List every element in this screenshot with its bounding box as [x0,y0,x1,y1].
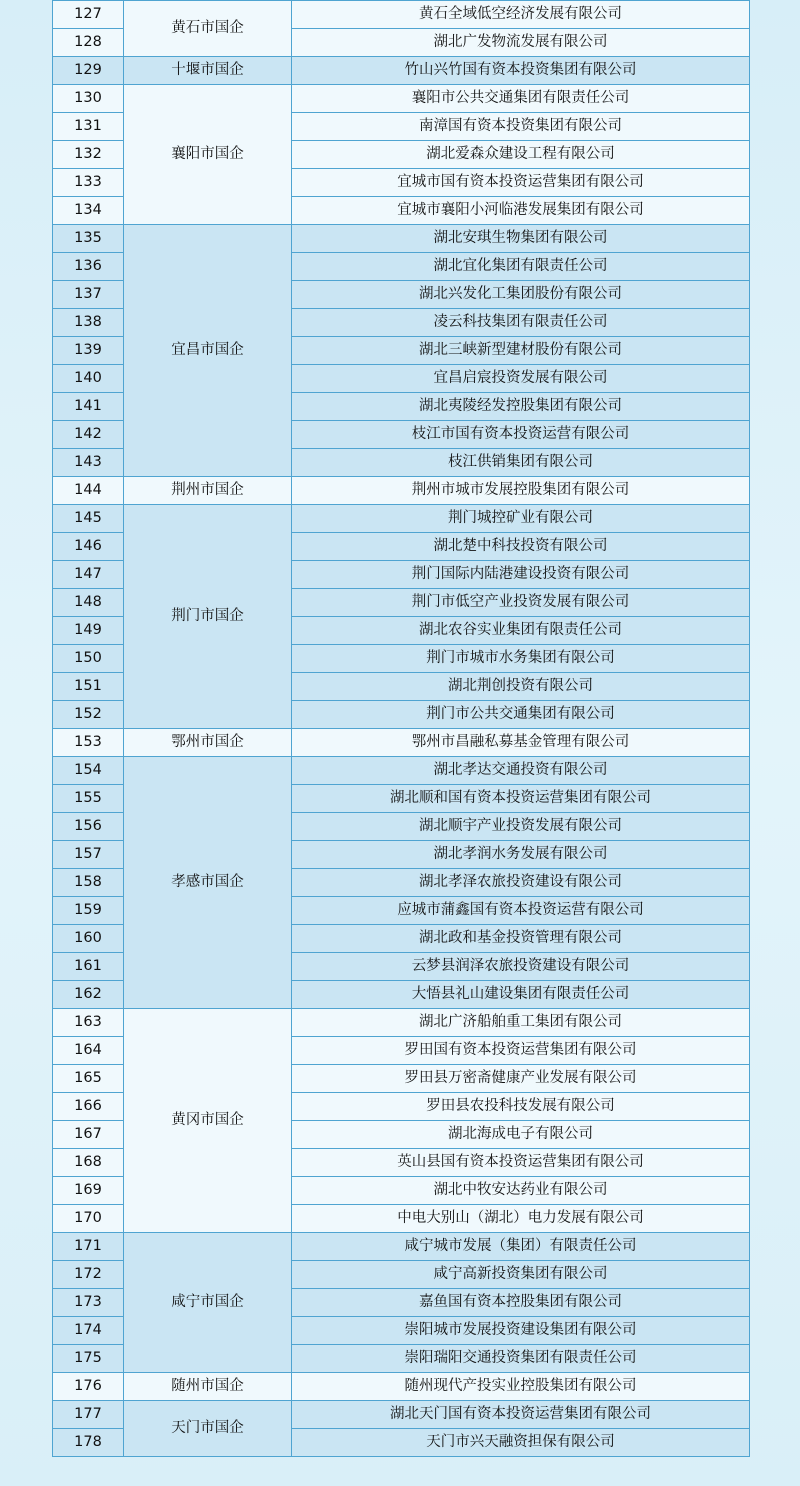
row-number: 150 [53,645,124,673]
company-name: 湖北安琪生物集团有限公司 [292,225,750,253]
row-number: 151 [53,673,124,701]
row-number: 164 [53,1037,124,1065]
city-group-cell: 孝感市国企 [124,757,292,1009]
row-number: 162 [53,981,124,1009]
company-name: 湖北兴发化工集团股份有限公司 [292,281,750,309]
city-group-cell: 宜昌市国企 [124,225,292,477]
row-number: 130 [53,85,124,113]
row-number: 174 [53,1317,124,1345]
row-number: 160 [53,925,124,953]
company-name: 崇阳城市发展投资建设集团有限公司 [292,1317,750,1345]
table-row [53,1009,750,1037]
table-row [53,57,750,85]
company-name: 咸宁高新投资集团有限公司 [292,1261,750,1289]
row-number: 127 [53,1,124,29]
row-number: 128 [53,29,124,57]
city-group-cell: 黄石市国企 [124,1,292,57]
company-name: 湖北中牧安达药业有限公司 [292,1177,750,1205]
company-table [52,0,750,1457]
company-name: 湖北三峡新型建材股份有限公司 [292,337,750,365]
row-number: 137 [53,281,124,309]
company-name: 云梦县润泽农旅投资建设有限公司 [292,953,750,981]
company-name: 咸宁城市发展（集团）有限责任公司 [292,1233,750,1261]
company-name: 枝江供销集团有限公司 [292,449,750,477]
row-number: 178 [53,1429,124,1457]
row-number: 141 [53,393,124,421]
company-name: 罗田县农投科技发展有限公司 [292,1093,750,1121]
table-row [53,1373,750,1401]
company-name: 凌云科技集团有限责任公司 [292,309,750,337]
row-number: 135 [53,225,124,253]
company-name: 湖北天门国有资本投资运营集团有限公司 [292,1401,750,1429]
row-number: 147 [53,561,124,589]
company-name: 黄石全域低空经济发展有限公司 [292,1,750,29]
row-number: 136 [53,253,124,281]
row-number: 157 [53,841,124,869]
company-name: 应城市蒲鑫国有资本投资运营有限公司 [292,897,750,925]
row-number: 148 [53,589,124,617]
row-number: 159 [53,897,124,925]
city-group-cell: 咸宁市国企 [124,1233,292,1373]
company-name: 宜城市国有资本投资运营集团有限公司 [292,169,750,197]
company-name: 湖北爱森众建设工程有限公司 [292,141,750,169]
company-name: 罗田县万密斋健康产业发展有限公司 [292,1065,750,1093]
row-number: 133 [53,169,124,197]
company-name: 湖北政和基金投资管理有限公司 [292,925,750,953]
company-name: 鄂州市昌融私募基金管理有限公司 [292,729,750,757]
company-name: 随州现代产投实业控股集团有限公司 [292,1373,750,1401]
company-name: 荆门市公共交通集团有限公司 [292,701,750,729]
city-group-cell: 襄阳市国企 [124,85,292,225]
row-number: 139 [53,337,124,365]
row-number: 132 [53,141,124,169]
company-name: 湖北孝达交通投资有限公司 [292,757,750,785]
row-number: 152 [53,701,124,729]
row-number: 169 [53,1177,124,1205]
row-number: 166 [53,1093,124,1121]
company-name: 湖北顺和国有资本投资运营集团有限公司 [292,785,750,813]
row-number: 163 [53,1009,124,1037]
company-name: 湖北宜化集团有限责任公司 [292,253,750,281]
company-name: 湖北海成电子有限公司 [292,1121,750,1149]
city-group-cell: 黄冈市国企 [124,1009,292,1233]
row-number: 153 [53,729,124,757]
company-name: 罗田国有资本投资运营集团有限公司 [292,1037,750,1065]
company-name: 襄阳市公共交通集团有限责任公司 [292,85,750,113]
row-number: 156 [53,813,124,841]
company-name: 荆门市低空产业投资发展有限公司 [292,589,750,617]
row-number: 173 [53,1289,124,1317]
row-number: 167 [53,1121,124,1149]
row-number: 155 [53,785,124,813]
table-row [53,1401,750,1429]
table-row [53,1,750,29]
city-group-cell: 随州市国企 [124,1373,292,1401]
company-name: 湖北夷陵经发控股集团有限公司 [292,393,750,421]
row-number: 168 [53,1149,124,1177]
page-bottom-margin [0,1460,800,1486]
company-name: 中电大别山（湖北）电力发展有限公司 [292,1205,750,1233]
company-name: 南漳国有资本投资集团有限公司 [292,113,750,141]
row-number: 177 [53,1401,124,1429]
row-number: 134 [53,197,124,225]
table-row [53,729,750,757]
city-group-cell: 十堰市国企 [124,57,292,85]
company-name: 大悟县礼山建设集团有限责任公司 [292,981,750,1009]
company-name: 枝江市国有资本投资运营有限公司 [292,421,750,449]
table-row [53,225,750,253]
company-name: 湖北荆创投资有限公司 [292,673,750,701]
table-row [53,505,750,533]
row-number: 149 [53,617,124,645]
row-number: 176 [53,1373,124,1401]
company-name: 荆门国际内陆港建设投资有限公司 [292,561,750,589]
row-number: 161 [53,953,124,981]
city-group-cell: 天门市国企 [124,1401,292,1457]
row-number: 146 [53,533,124,561]
company-name: 嘉鱼国有资本控股集团有限公司 [292,1289,750,1317]
company-name: 湖北广发物流发展有限公司 [292,29,750,57]
table-row [53,85,750,113]
company-name: 湖北孝润水务发展有限公司 [292,841,750,869]
row-number: 129 [53,57,124,85]
row-number: 138 [53,309,124,337]
row-number: 143 [53,449,124,477]
company-name: 宜城市襄阳小河临港发展集团有限公司 [292,197,750,225]
company-name: 湖北孝泽农旅投资建设有限公司 [292,869,750,897]
company-name: 天门市兴天融资担保有限公司 [292,1429,750,1457]
row-number: 131 [53,113,124,141]
city-group-cell: 鄂州市国企 [124,729,292,757]
row-number: 145 [53,505,124,533]
company-name: 湖北顺宇产业投资发展有限公司 [292,813,750,841]
company-name: 湖北楚中科技投资有限公司 [292,533,750,561]
row-number: 172 [53,1261,124,1289]
row-number: 165 [53,1065,124,1093]
row-number: 140 [53,365,124,393]
company-name: 荆门城控矿业有限公司 [292,505,750,533]
company-name: 湖北农谷实业集团有限责任公司 [292,617,750,645]
row-number: 144 [53,477,124,505]
table-row [53,757,750,785]
company-name: 英山县国有资本投资运营集团有限公司 [292,1149,750,1177]
company-name: 宜昌启宸投资发展有限公司 [292,365,750,393]
company-name: 荆门市城市水务集团有限公司 [292,645,750,673]
company-name: 竹山兴竹国有资本投资集团有限公司 [292,57,750,85]
row-number: 142 [53,421,124,449]
row-number: 175 [53,1345,124,1373]
company-table-body [53,1,750,1457]
city-group-cell: 荆州市国企 [124,477,292,505]
row-number: 154 [53,757,124,785]
company-name: 湖北广济船舶重工集团有限公司 [292,1009,750,1037]
table-row [53,1233,750,1261]
row-number: 158 [53,869,124,897]
table-row [53,477,750,505]
row-number: 170 [53,1205,124,1233]
company-name: 荆州市城市发展控股集团有限公司 [292,477,750,505]
row-number: 171 [53,1233,124,1261]
city-group-cell: 荆门市国企 [124,505,292,729]
company-name: 崇阳瑞阳交通投资集团有限责任公司 [292,1345,750,1373]
